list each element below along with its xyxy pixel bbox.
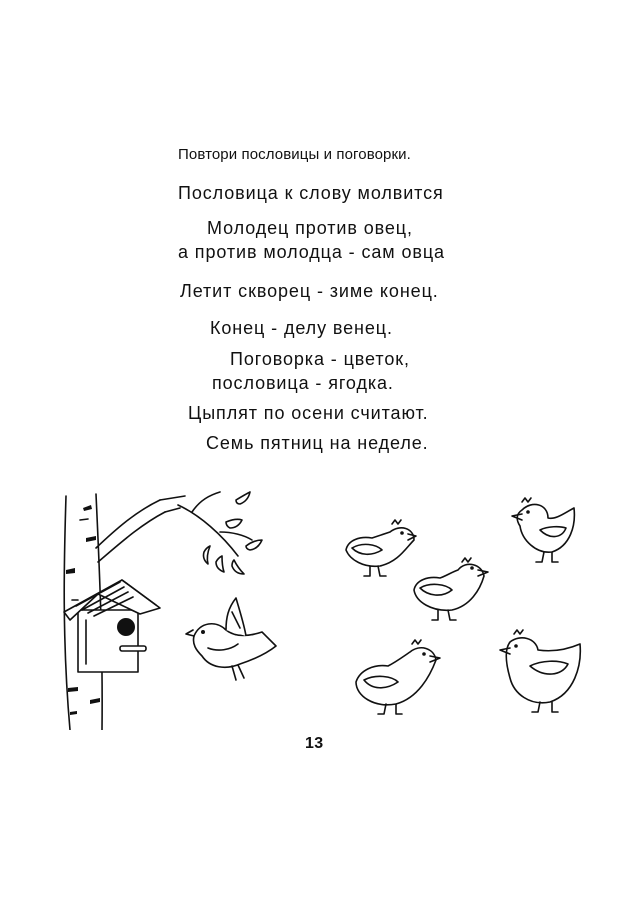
proverb-3: Летит скворец - зиме конец. (180, 281, 439, 301)
chick (500, 630, 580, 712)
proverb-6: Цыплят по осени считают. (188, 403, 429, 423)
proverb-1: Пословица к слову молвится (178, 183, 444, 203)
proverb-5-line-2: пословица - ягодка. (212, 373, 394, 393)
proverb-4: Конец - делу венец. (210, 318, 393, 338)
illustration-svg (0, 480, 638, 730)
leaf-icon (226, 519, 242, 528)
proverb-5-line-1: Поговорка - цветок, (230, 349, 410, 369)
leaf-icon (236, 492, 250, 504)
tree-branch (96, 496, 185, 562)
leaf-icon (246, 540, 262, 550)
instruction-text: Повтори пословицы и поговорки. (178, 146, 411, 163)
leaf-icon (216, 556, 224, 572)
proverb-2-line-2: а против молодца - сам овца (178, 242, 445, 262)
leaf-icon (232, 560, 244, 574)
proverb-2-line-1: Молодец против овец, (207, 218, 413, 238)
proverb-7: Семь пятниц на неделе. (206, 433, 429, 453)
leaf-icon (204, 546, 211, 564)
birdhouse-hole-icon (117, 618, 135, 636)
chick (346, 520, 416, 576)
illustration (0, 480, 638, 730)
branch-with-leaves (178, 492, 262, 574)
chick (512, 498, 574, 562)
birdhouse (64, 580, 160, 672)
chick (356, 640, 440, 714)
flying-starling (186, 598, 276, 680)
page-number: 13 (305, 735, 324, 752)
chick (414, 558, 488, 620)
